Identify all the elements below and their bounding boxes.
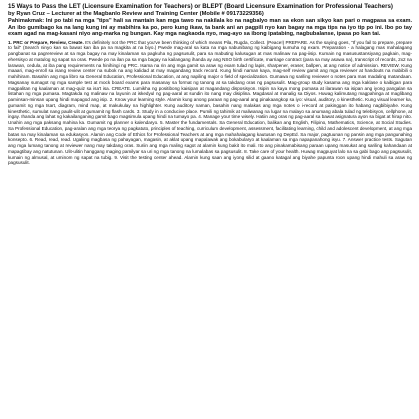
document-byline: by Ryan Cruz – Lecturer at the Magbanlo Review and Training Center (Mobile # 09173229356)	[8, 10, 264, 17]
document-title: 15 Ways to Pass the LET (Licensure Examination for Teachers) or BLEPT (Board Licensure Examination for Professional Teachers)	[8, 3, 393, 10]
document-page	[8, 3, 412, 415]
section-1-heading: 1. PRC or Prepare, Review, Create.	[8, 39, 84, 45]
document-intro: Pahimakmak: Ini po tabi na mga "tips" hali sa mantain kan mga tawo na nakilala ko na nagbalyo man sa ekon san sikyo kan pari o magpasa sa exam. An ibo gumibago ka na lang kung ini ay mabihira ka po, pero kung ikaw, ta bank ani an pagpili nyo kan bagay na mga tips na iyo tip po ini. Ibo po tay exam agad na mag-kasani niyo ang-marka ng bungan. Kay mga nagkaoda nyo, mag-ayo sa ibong ipatabing, nagbubalanse, ipasa po kan tai.	[8, 17, 412, 38]
section-1-body: It's definitely not the PRC that you've been thinking of which means Pila, Rugda, Collect. (Peace!) PREPARE. As the saying goes, "If you fail to prepare, prepare to fail" (Search ninyo kan sa bawat kan iba pa na magkita at na biyo.) Pwede mag-aral sa kata na mga nabunibang ng kaibigang kumuha ng exam. Preparation - a halagang mas mahalagang pangbanat sa pagrereview at sa mga bagay na may kinalaman sa pagkuha ng pagsusulit, para sa mabuting kalusugan at mas malinaw na pag-iisip. Kumain ng masusustansiyang pagkain, mag-ehersisyo at matulog ng sapat na oras. Pwede po na ilan pa sa mga bagay na kailangang ihanda ay ang NSO birth certificate, marriage contract (para sa may asawa na), transcript of records, 2x2 na larawan, cedula, at iba pang requirements na hinihingi ng PRC. Isama na rin ang mga gamit sa araw ng exam tulad ng lapis, sharpener, eraser, ballpen, at ang notice of admission. REVIEW. Kung maaari, mag-enroll sa isang review center na subok na ang kalidad at may magandang track record. Kung hindi naman kaya, mag-self review gamit ang mga reviewer at handouts na mabibili o mahihiram. Basahin ang mga libro sa General Education, Professional Education, at ang napiling major o field of specialization. Gumawa ng sariling reviewer o notes para mas madaling matandaan. Magsanay sumagot ng mga sample test at mock board exams para masanay sa format ng tanong at sa takdang oras ng pagsusulit. Mag-group study kasama ang mga kaklase o kaibigan para magpalitan ng kaalaman at mag-quiz sa isa't isa. CREATE. Lumikha ng positibong kaisipan at magandang disposisyon. Isipin na kaya mong pumasa at ilarawan sa isipan ang iyong pangalan sa listahan ng mga pumasa. Magtakda ng malinaw na layunin at iskedyul ng pag-aaral at sundin ito nang may disiplina. Magdasal at manalig sa Diyos. Huwag kalimutang magpahinga at maglibang paminsan-minsan upang hindi mapagod ang isip. 2. Know your learning style. Alamin kung anong paraan ng pag-aaral ang pinakaangkop sa iyo: visual, auditory, o kinesthetic. Kung visual learner ka, gumamit ng mga tsart, diagram, mind map, at makukulay na highlighter. Kung auditory naman, basahin nang malakas ang mga notes o i-record at pakinggan ito habang nagbibiyahe. Kung kinesthetic, sumulat nang paulit-ulit at gumamit ng flash cards. 3. Study in a conducive place. Pumili ng tahimik at maliwanag na lugar na malayo sa anumang abala tulad ng telebisyon, cellphone, at ingay. Ihanda ang lahat ng kakailanganing gamit bago magsimula upang hindi na tumayo pa. 4. Manage your time wisely. Hatiin ang oras ng pag-aaral sa bawat asignatura ayon sa bigat at hirap nito. Unahin ang mga paksang mahina ka. Gumamit ng planner o kalendaryo. 5. Master the fundamentals. Sa General Education, balikan ang English, Filipino, Mathematics, Science, at Social Studies. Sa Professional Education, pag-aralan ang mga teorya ng pagkatuto, principles of teaching, curriculum development, assessment, facilitating learning, child and adolescent development, at ang mga batas na may kinalaman sa edukasyon. Alamin ang Code of Ethics for Professional Teachers at ang mga mahahalagang kautusan ng DepEd. Sa major, pagtuunan ng pansin ang mga pangunahing konsepto. 6. Read, read, read. Ugaliing magbasa ng pahayagan, magasin, at aklat upang mapalawak ang bokabularyo at kaalaman sa mga napapanahong isyu. 7. Answer practice tests. Sagutan ang mga lumang tanong at reviewer nang may takdang oras. Suriin ang mga maling sagot at alamin kung bakit ito mali. Ito ang pinakamabisang paraan upang masukat ang sariling kahandaan at mapagtibay ang natutunan. Ulit-ulitin hanggang maging pamilyar sa uri ng mga tanong na lumalabas sa pagsusulit. 8. Take care of your health. Huwag magpuyat lalo na sa gabi bago ang pagsusulit, kumain ng almusal, at uminom ng sapat na tubig. 9. Visit the testing center ahead. Alamin kung saan ang iyong silid at gaano katagal ang biyahe papunta roon upang hindi mahuli sa araw ng pagsusulit.	[8, 39, 412, 166]
section-1	[8, 40, 412, 167]
